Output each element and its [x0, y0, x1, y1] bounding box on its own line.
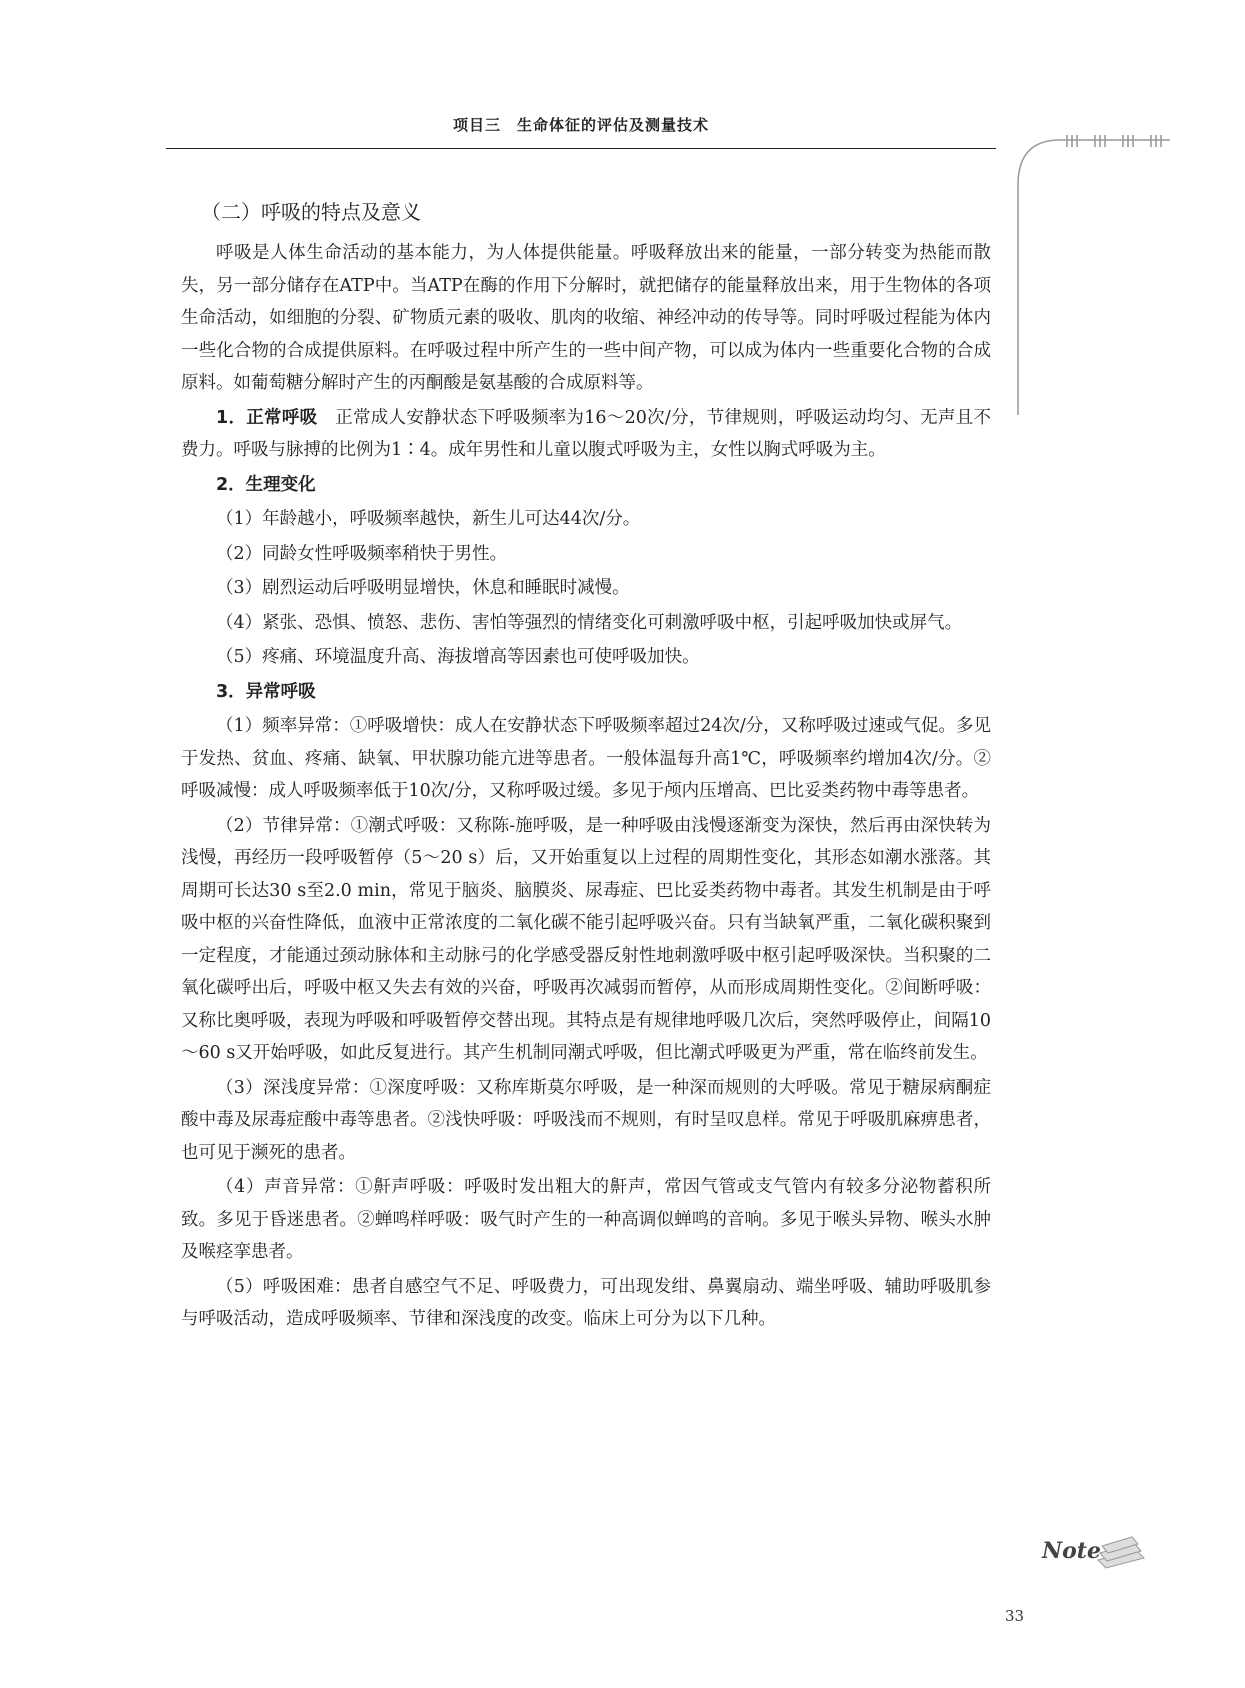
abnormal-item-3: （3）深浅度异常：①深度呼吸：又称库斯莫尔呼吸，是一种深而规则的大呼吸。常见于糖尿病酮症酸中毒及尿毒症酸中毒等患者。②浅快呼吸：呼吸浅而不规则，有时呈叹息样。常见于呼吸肌麻痹患者，也可见于濒死的患者。	[181, 1077, 991, 1163]
abnormal-item-4: （4）声音异常：①鼾声呼吸：呼吸时发出粗大的鼾声，常因气管或支气管内有较多分泌物蓄积所致。多见于昏迷患者。②蝉鸣样呼吸：吸气时产生的一种高调似蝉鸣的音响。多见于喉头异物、喉头水肿及喉痉挛患者。	[181, 1177, 991, 1262]
physio-item-1: （1）年龄越小，呼吸频率越快，新生儿可达44次/分。	[216, 509, 641, 529]
abnormal-item-1: （1）频率异常：①呼吸增快：成人在安静状态下呼吸频率超过24次/分，又称呼吸过速或气促。多见于发热、贫血、疼痛、缺氧、甲状腺功能亢进等患者。一般体温每升高1℃，呼吸频率约增加4次/分。②呼吸减慢：成人呼吸频率低于10次/分，又称呼吸过缓。多见于颅内压增高、巴比妥类药物中毒等患者。	[181, 716, 991, 801]
physio-item-4: （4）紧张、恐惧、愤怒、悲伤、害怕等强烈的情绪变化可刺激呼吸中枢，引起呼吸加快或屏气。	[216, 612, 963, 633]
normal-breathing-text: 正常成人安静状态下呼吸频率为16～20次/分，节律规则，呼吸运动均匀、无声且不费力。呼吸与脉搏的比例为1∶4。成年男性和儿童以腹式呼吸为主，女性以胸式呼吸为主。	[181, 407, 991, 460]
page-number: 33	[1005, 1607, 1025, 1625]
physiological-changes-heading: 2．生理变化	[216, 474, 316, 495]
note-logo-icon	[1040, 1520, 1150, 1580]
physio-item-2: （2）同龄女性呼吸频率稍快于男性。	[216, 543, 508, 564]
section-title: （二）呼吸的特点及意义	[201, 200, 421, 224]
physio-item-5: （5）疼痛、环境温度升高、海拔增高等因素也可使呼吸加快。	[216, 647, 700, 667]
abnormal-item-2: （2）节律异常：①潮式呼吸：又称陈-施呼吸，是一种呼吸由浅慢逐渐变为深快，然后再由深快转为浅慢，再经历一段呼吸暂停（5～20 s）后，又开始重复以上过程的周期性变化，其形态如潮水涨落。其周期可长达30 s至2.0 min，常见于脑炎、脑膜炎、尿毒症、巴比妥类药物中毒者。其发生机制是由于呼吸中枢的兴奋性降低，血液中正常浓度的二氧化碳不能引起呼吸兴奋。只有当缺氧严重，二氧化碳积聚到一定程度，才能通过颈动脉体和主动脉弓的化学感受器反射性地刺激呼吸中枢引起呼吸深快。当积聚的二氧化碳呼出后，呼吸中枢又失去有效的兴奋，呼吸再次减弱而暂停，从而形成周期性变化。②间断呼吸：又称比奥呼吸，表现为呼吸和呼吸暂停交替出现。其特点是有规律地呼吸几次后，突然呼吸停止，间隔10～60 s又开始呼吸，如此反复进行。其产生机制同潮式呼吸，但比潮式呼吸更为严重，常在临终前发生。	[181, 815, 991, 1063]
running-header: 项目三 生命体征的评估及测量技术	[452, 116, 709, 134]
note-logo-text: Note	[1042, 1538, 1101, 1564]
margin-ornament-icon	[1010, 135, 1210, 415]
intro-paragraph: 呼吸是人体生命活动的基本能力，为人体提供能量。呼吸释放出来的能量，一部分转变为热能而散失，另一部分储存在ATP中。当ATP在酶的作用下分解时，就把储存的能量释放出来，用于生物体的各项生命活动，如细胞的分裂、矿物质元素的吸收、肌肉的收缩、神经冲动的传导等。同时呼吸过程能为体内一些化合物的合成提供原料。在呼吸过程中所产生的一些中间产物，可以成为体内一些重要化合物的合成原料。如葡萄糖分解时产生的丙酮酸是氨基酸的合成原料等。	[181, 243, 991, 393]
header-rule	[166, 148, 996, 149]
normal-breathing-heading: 1．正常呼吸	[216, 407, 318, 428]
physio-item-3: （3）剧烈运动后呼吸明显增快，休息和睡眠时减慢。	[216, 578, 630, 598]
abnormal-item-5: （5）呼吸困难：患者自感空气不足、呼吸费力，可出现发绀、鼻翼扇动、端坐呼吸、辅助呼吸肌参与呼吸活动，造成呼吸频率、节律和深浅度的改变。临床上可分为以下几种。	[181, 1276, 991, 1329]
main-content	[181, 195, 991, 1338]
abnormal-breathing-heading: 3．异常呼吸	[216, 681, 316, 702]
normal-breathing-paragraph	[181, 402, 991, 467]
